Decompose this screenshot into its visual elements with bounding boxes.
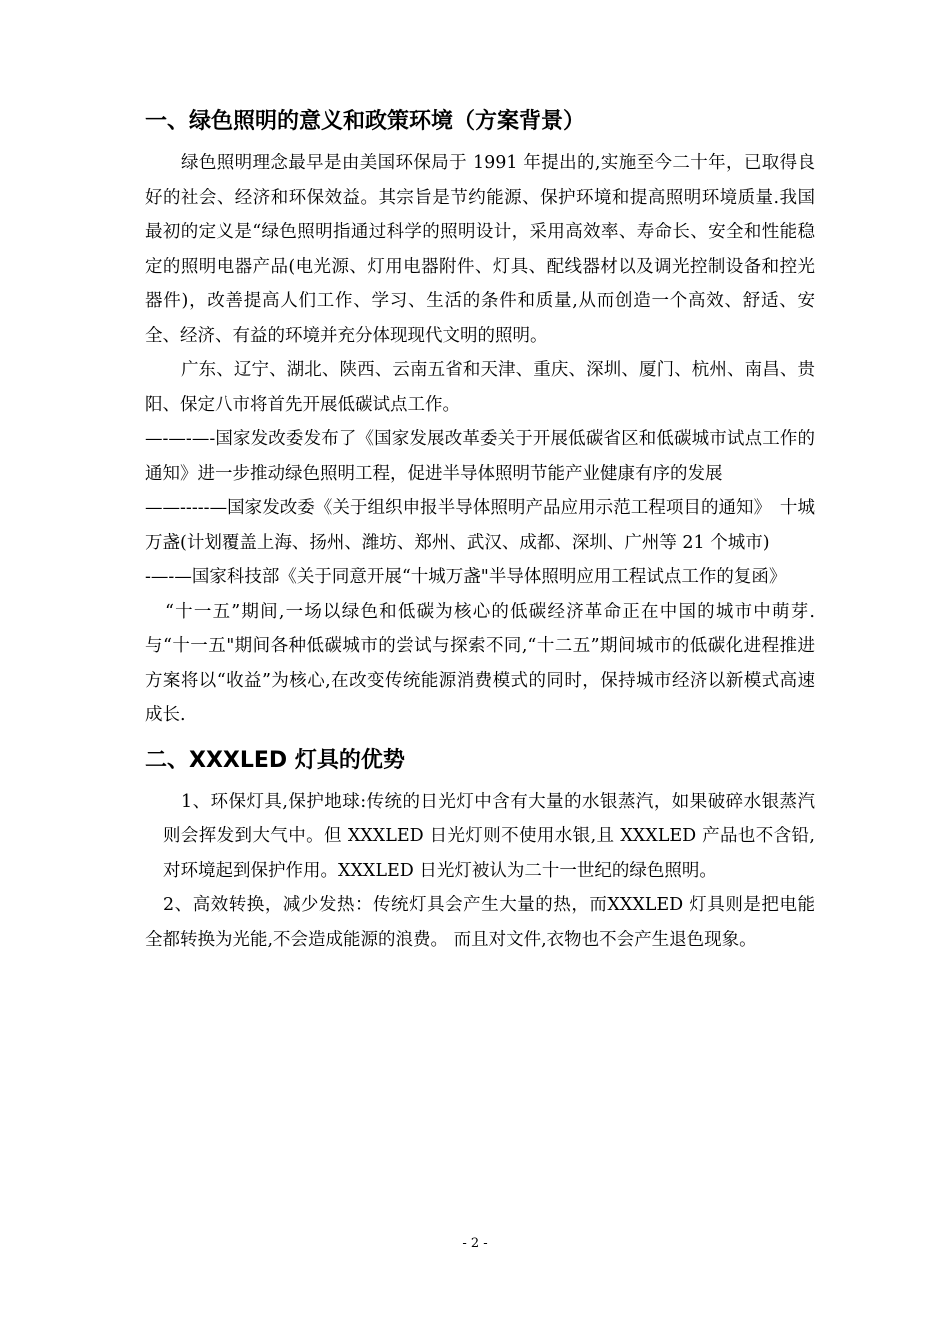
section-heading-2: 二、XXXLED 灯具的优势	[145, 747, 405, 773]
document-body	[145, 104, 815, 957]
paragraph-ndrc-notice: —-—-—-国家发改委发布了《国家发展改革委关于开展低碳省区和低碳城市试点工作的通知》进一步推动绿色照明工程，促进半导体照明节能产业健康有序的发展	[145, 429, 815, 484]
list-item-efficient-conversion: 2、高效转换，减少发热：传统灯具会产生大量的热，而XXXLED 灯具则是把电能全都转换为光能,不会造成能源的浪费。 而且对文件,衣物也不会产生退色现象。	[145, 895, 815, 950]
section-heading-1: 一、绿色照明的意义和政策环境（方案背景）	[145, 109, 586, 134]
paragraph-most-reply: -—-—国家科技部《关于同意开展“十城万盏"半导体照明应用工程试点工作的复函》	[145, 567, 787, 587]
paragraph-pilot-regions: 广东、辽宁、湖北、陕西、云南五省和天津、重庆、深圳、厦门、杭州、南昌、贵阳、保定八市将首先开展低碳试点工作。	[145, 360, 815, 415]
list-item-eco-friendly: 1、环保灯具,保护地球:传统的日光灯中含有大量的水银蒸汽，如果破碎水银蒸汽则会挥发到大气中。但 XXXLED 日光灯则不使用水银,且 XXXLED 产品也不含铅,对环境起到保护作用。XXXLED 日光灯被认为二十一世纪的绿色照明。	[163, 791, 815, 881]
paragraph-ndrc-demo-project: ——-----—国家发改委《关于组织申报半导体照明产品应用示范工程项目的通知》 十城万盏(计划覆盖上海、扬州、潍坊、郑州、武汉、成都、深圳、广州等 21 个城市)	[145, 498, 815, 553]
page-number: - 2 -	[462, 1236, 488, 1251]
paragraph-five-year-plan: “十一五”期间,一场以绿色和低碳为核心的低碳经济革命正在中国的城市中萌芽.与“十一五"期间各种低碳城市的尝试与探索不同,“十二五”期间城市的低碳化进程推进方案将以“收益”为核心,在改变传统能源消费模式的同时，保持城市经济以新模式高速成长.	[145, 601, 815, 725]
paragraph-green-lighting-concept: 绿色照明理念最早是由美国环保局于 1991 年提出的,实施至今二十年，已取得良好的社会、经济和环保效益。其宗旨是节约能源、保护环境和提高照明环境质量.我国最初的定义是“绿色照明指通过科学的照明设计，采用高效率、寿命长、安全和性能稳定的照明电器产品(电光源、灯用电器附件、灯具、配线器材以及调光控制设备和控光器件)，改善提高人们工作、学习、生活的条件和质量,从而创造一个高效、舒适、安全、经济、有益的环境并充分体现现代文明的照明。	[145, 153, 815, 346]
